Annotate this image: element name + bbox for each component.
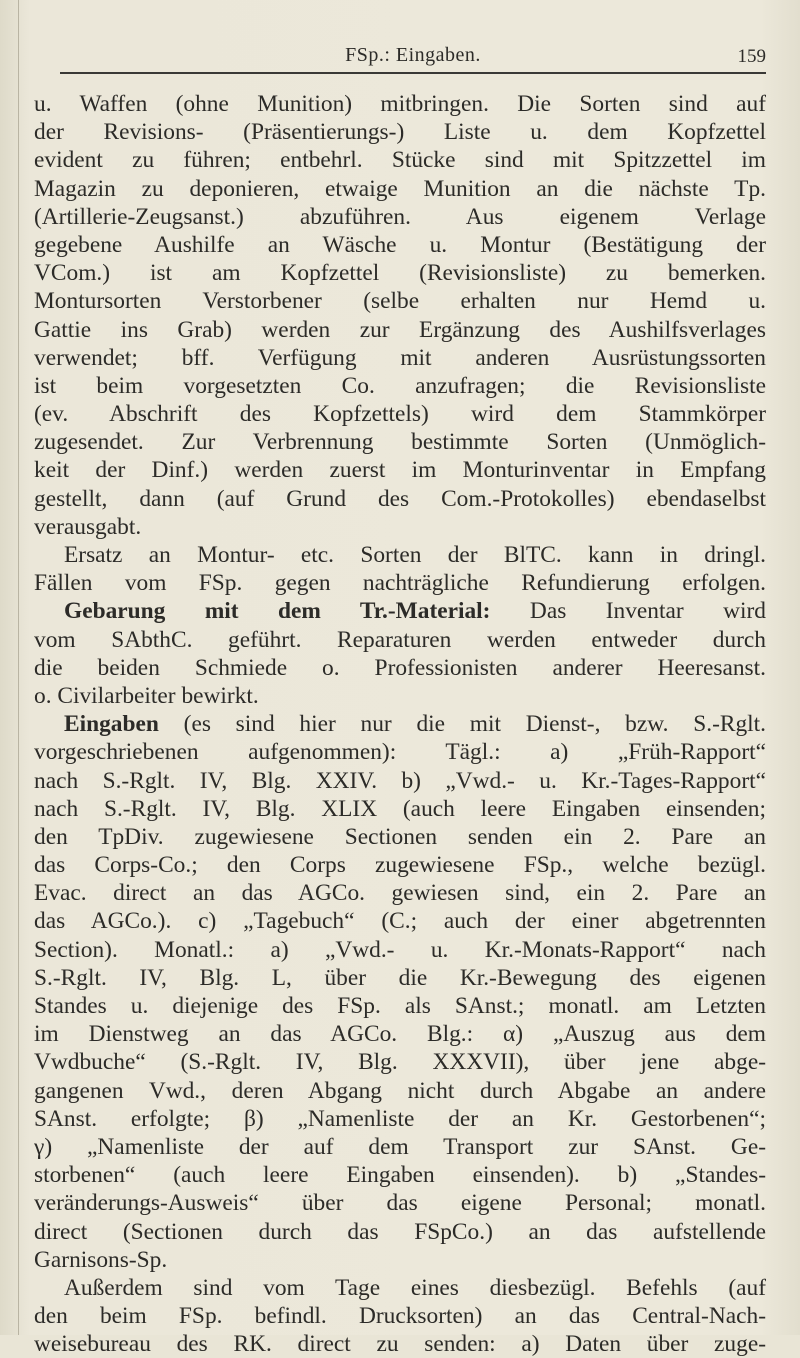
text-line: [34, 710, 766, 738]
page-edge: [18, 0, 19, 1335]
text-line: [34, 597, 766, 625]
text-line: keit der Dinf.) werden zuerst im Monturinventar in Empfang: [34, 457, 766, 484]
text-line: Gattie ins Grab) werden zur Ergänzung des Aushilfsverlages: [34, 316, 766, 343]
text-line: Außerdem sind vom Tage eines diesbezügl. Befehls (auf: [64, 1274, 766, 1301]
text-line: vom SAbthC. geführt. Reparaturen werden entweder durch: [34, 626, 766, 653]
text-line: direct (Sectionen durch das FSpCo.) an das aufstellende: [34, 1218, 766, 1245]
text-line: zugesendet. Zur Verbrennung bestimmte Sorten (Unmöglich-: [34, 429, 766, 456]
paragraph: [34, 541, 766, 597]
text-span: Das Inventar wird: [490, 598, 766, 625]
paragraph: [34, 597, 766, 710]
text-line: der Revisions- (Präsentierungs-) Liste u. dem Kopfzettel: [34, 119, 766, 146]
text-line: ist beim vorgesetzten Co. anzufragen; die Revisionsliste: [34, 372, 766, 399]
text-line: γ) „Namenliste der auf dem Transport zur SAnst. Ge-: [34, 1133, 766, 1160]
text-line: (ev. Abschrift des Kopfzettels) wird dem Stammkörper: [34, 401, 766, 428]
text-span: (es sind hier nur die mit Dienst-, bzw. S.-Rglt.: [158, 711, 766, 738]
text-line: (Artillerie-Zeugsanst.) abzuführen. Aus eigenem Verlage: [34, 203, 766, 230]
text-line: u. Waffen (ohne Munition) mitbringen. Die Sorten sind auf: [34, 91, 766, 117]
text-line: den beim FSp. befindl. Drucksorten) an das Central-Nach-: [34, 1303, 766, 1330]
text-line: im Dienstweg an das AGCo. Blg.: α) „Auszug aus dem: [34, 1021, 766, 1048]
text-line: S.-Rglt. IV, Blg. L, über die Kr.-Bewegung des eigenen: [34, 964, 766, 991]
text-line: o. Civilarbeiter bewirkt.: [34, 682, 259, 709]
running-head: FSp.: Eingaben.: [345, 44, 481, 66]
text-line: Vwdbuche“ (S.-Rglt. IV, Blg. XXXVII), über jene abge-: [34, 1049, 766, 1076]
text-line: das AGCo.). c) „Tagebuch“ (C.; auch der einer abgetrennten: [34, 908, 766, 935]
text-line: veränderungs-Ausweis“ über das eigene Personal; monatl.: [34, 1190, 766, 1217]
paragraph: [34, 90, 766, 541]
text-line: nach S.-Rglt. IV, Blg. XXIV. b) „Vwd.- u. Kr.-Tages-Rapport“: [34, 767, 766, 794]
text-line: die beiden Schmiede o. Professionisten anderer Heeresanst.: [34, 654, 766, 681]
text-line: das Corps-Co.; den Corps zugewiesene FSp., welche bezügl.: [34, 852, 766, 879]
text-line: verausgabt.: [34, 513, 142, 540]
section-heading: Gebarung mit dem Tr.-Material:: [64, 598, 491, 625]
text-line: VCom.) ist am Kopfzettel (Revisionsliste) zu bemerken.: [34, 260, 766, 287]
header-rule: [60, 72, 766, 74]
text-line: Section). Monatl.: a) „Vwd.- u. Kr.-Monats-Rapport“ nach: [34, 936, 766, 963]
text-line: gangenen Vwd., deren Abgang nicht durch Abgabe an andere: [34, 1077, 766, 1104]
text-line: den TpDiv. zugewiesene Sectionen senden ein 2. Pare an: [34, 823, 766, 850]
section-heading: Eingaben: [64, 711, 159, 738]
page-number: 159: [737, 46, 766, 67]
text-line: Standes u. diejenige des FSp. als SAnst.; monatl. am Letzten: [34, 993, 766, 1019]
body-text: [34, 90, 766, 1358]
text-line: gestellt, dann (auf Grund des Com.-Protokolles) ebendaselbst: [34, 485, 766, 512]
text-line: SAnst. erfolgte; β) „Namenliste der an Kr. Gestorbenen“;: [34, 1105, 766, 1132]
text-line: storbenen“ (auch leere Eingaben einsenden). b) „Standes-: [34, 1162, 766, 1189]
text-line: verwendet; bff. Verfügung mit anderen Ausrüstungssorten: [34, 344, 766, 371]
text-line: Magazin zu deponieren, etwaige Munition an die nächste Tp.: [34, 175, 766, 202]
text-line: Garnisons-Sp.: [34, 1246, 168, 1273]
text-line: weisebureau des RK. direct zu senden: a) Daten über zuge-: [34, 1331, 766, 1358]
text-line: evident zu führen; entbehrl. Stücke sind mit Spitzzettel im: [34, 147, 766, 174]
text-line: nach S.-Rglt. IV, Blg. XLIX (auch leere Eingaben einsenden;: [34, 795, 766, 822]
paragraph: [34, 1274, 766, 1358]
text-line: Evac. direct an das AGCo. gewiesen sind, ein 2. Pare an: [34, 880, 766, 907]
page-header: [60, 40, 766, 70]
paragraph: [34, 710, 766, 1274]
text-line: vorgeschriebenen aufgenommen): Tägl.: a) „Früh-Rapport“: [34, 739, 766, 766]
text-line: Ersatz an Montur- etc. Sorten der BlTC. kann in dringl.: [64, 542, 766, 568]
text-line: Fällen vom FSp. gegen nachträgliche Refundierung erfolgen.: [34, 570, 766, 597]
text-line: Montursorten Verstorbener (selbe erhalten nur Hemd u.: [34, 288, 766, 315]
text-line: gegebene Aushilfe an Wäsche u. Montur (Bestätigung der: [34, 231, 766, 258]
